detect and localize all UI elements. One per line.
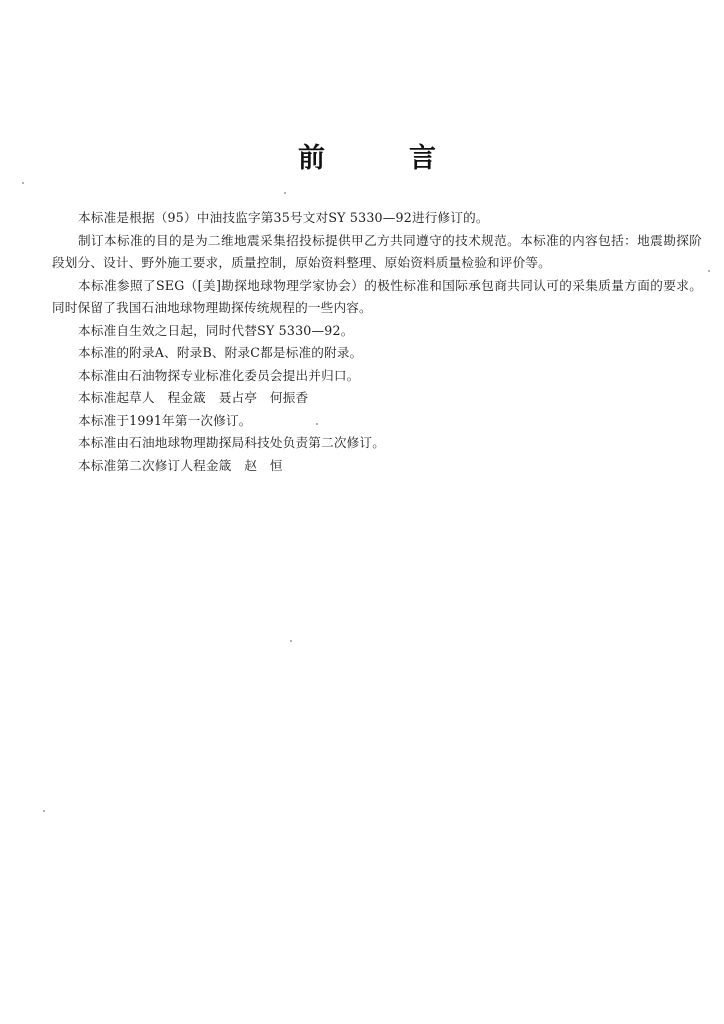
preface-body [52, 207, 702, 477]
paragraph-appendices: 本标准的附录A、附录B、附录C都是标准的附录。 [78, 345, 363, 360]
paragraph-second-revision-people: 本标准第二次修订人程金箴 赵 恒 [78, 457, 283, 473]
scan-speck [708, 270, 710, 272]
paragraph-first-revision: 本标准于1991年第一次修订。 [78, 412, 252, 428]
paragraph-revision-basis: 本标准是根据（95）中油技监字第35号文对SY 5330—92进行修订的。 [78, 210, 489, 225]
paragraph-second-revision-org: 本标准由石油地球物理勘探局科技处负责第二次修订。 [78, 435, 386, 450]
paragraph-reference: 本标准参照了SEG（[美]勘探地球物理学家协会）的极性标准和国际承包商共同认可的采集质量方面的要求。同时保留了我国石油地球物理勘探传统规程的一些内容。 [52, 277, 702, 315]
paragraph-effective: 本标准自生效之日起，同时代替SY 5330—92。 [78, 322, 354, 338]
scan-speck [284, 192, 286, 194]
scan-speck [316, 423, 318, 425]
title-char-2: 言 [409, 143, 436, 174]
scan-speck [290, 640, 292, 642]
scan-speck [43, 810, 45, 812]
title-char-1: 前 [298, 143, 325, 174]
paragraph-proposer: 本标准由石油物探专业标准化委员会提出并归口。 [78, 367, 360, 383]
paragraph-drafters: 本标准起草人 程金箴 聂占亭 何振香 [78, 390, 309, 405]
paragraph-purpose: 制订本标准的目的是为二维地震采集招投标提供甲乙方共同遵守的技术规范。本标准的内容包括：地震勘探阶段划分、设计、野外施工要求，质量控制，原始资料整理、原始资料质量检验和评价等。 [52, 232, 702, 270]
page-title [0, 136, 724, 176]
scan-speck [22, 182, 24, 184]
